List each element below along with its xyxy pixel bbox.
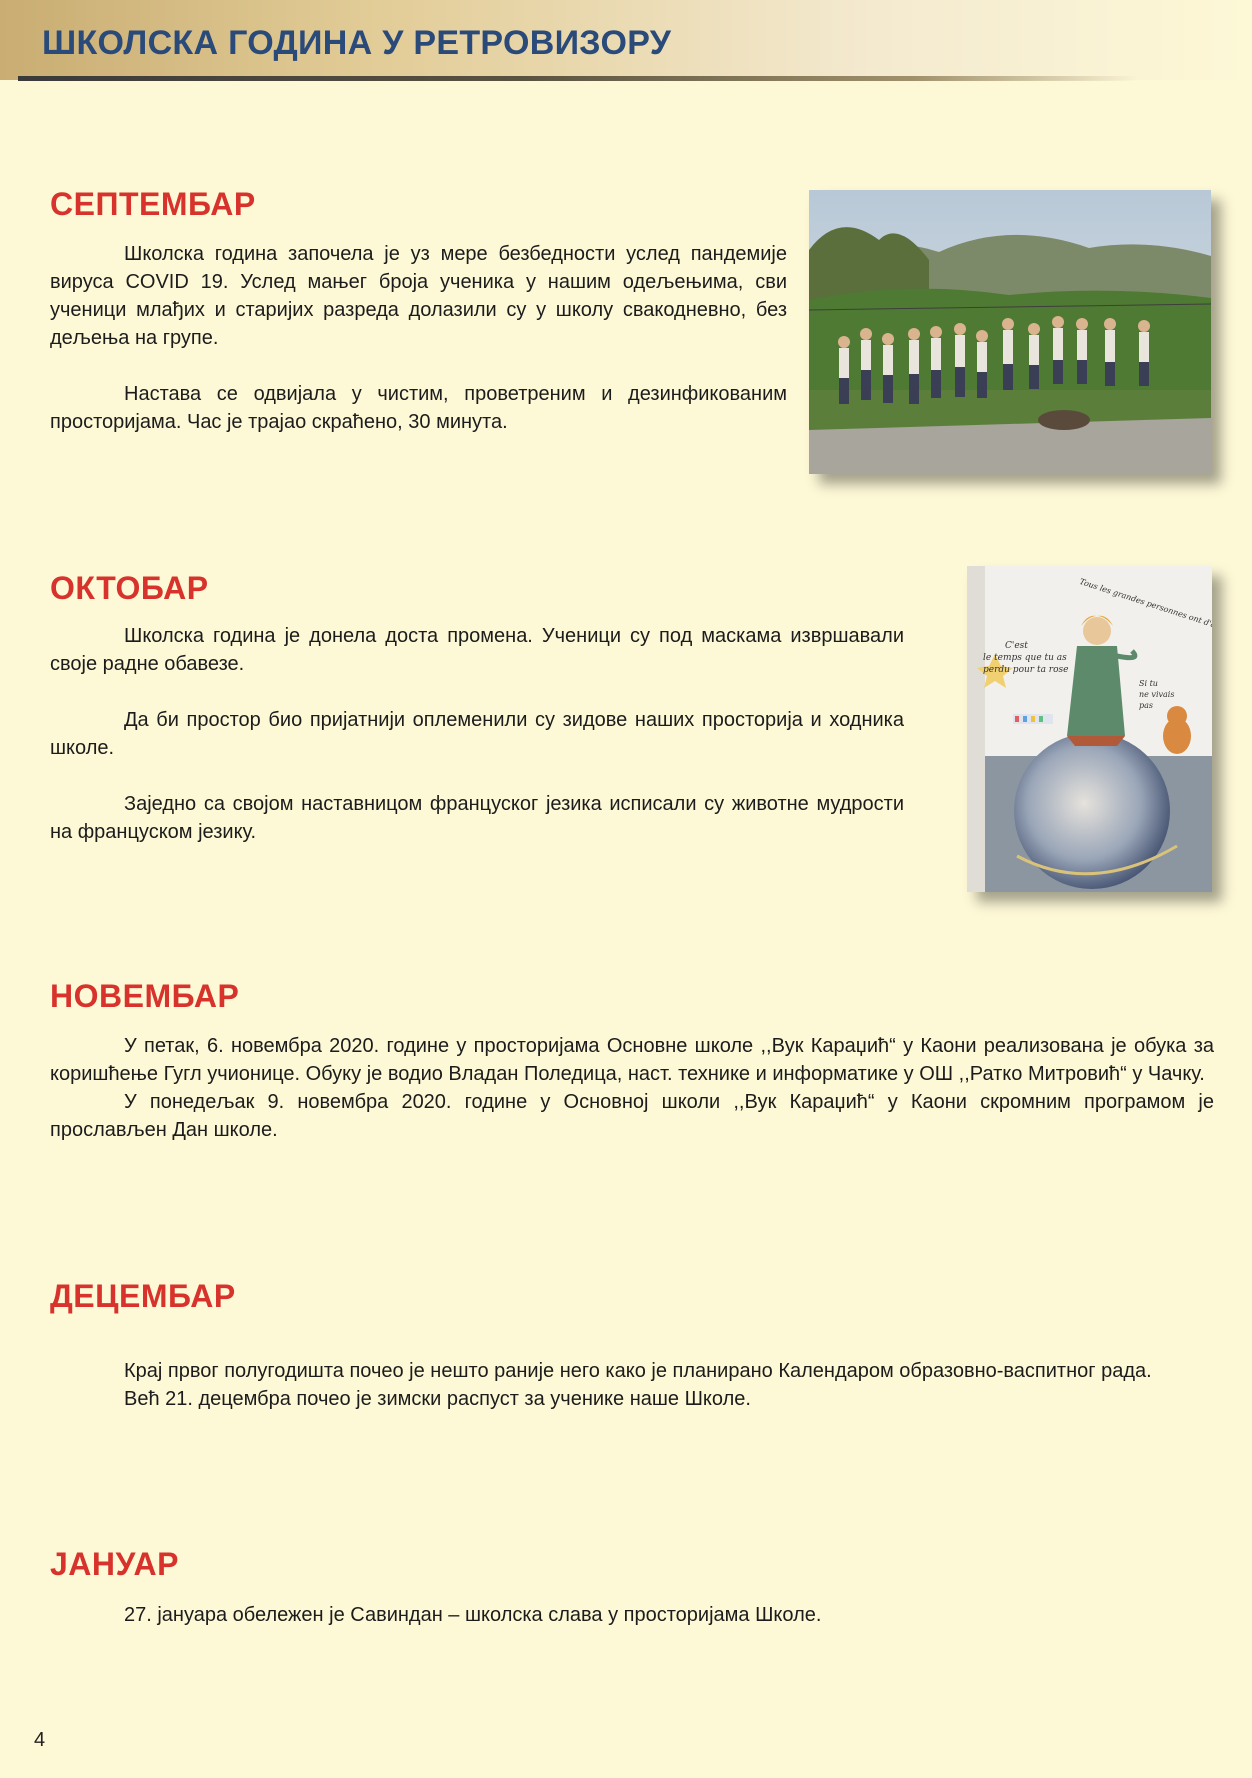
page-number: 4	[34, 1729, 46, 1751]
heading-december: ДЕЦЕМБАР	[50, 1278, 236, 1314]
mural-quote-right: Si tu ne vivais pas	[1139, 679, 1175, 710]
page-title: ШКОЛСКА ГОДИНА У РЕТРОВИЗОРУ	[42, 24, 672, 62]
header-rule	[18, 76, 1138, 81]
heading-january: ЈАНУАР	[50, 1546, 179, 1582]
photo-little-prince-mural	[967, 566, 1212, 892]
mural-image	[967, 566, 1212, 892]
mural-quote-left: C'est le temps que tu as perdu pour ta rose	[983, 641, 1069, 675]
paragraph: Школска година започела је уз мере безбедности услед пандемије вируса COVID 19. Услед мањег броја ученика у нашим одељењима, сви ученици млађих и старијих разреда долазили су у школу свакодневно, без дељења на групе.	[50, 243, 787, 349]
heading-october: ОКТОБАР	[50, 570, 209, 606]
page-header	[0, 0, 1252, 80]
text-october	[50, 622, 904, 846]
paragraph: Заједно са својом наставницом француског језика исписали су животне мудрости на француском језику.	[50, 793, 904, 843]
text-december	[50, 1357, 1214, 1413]
paragraph: Школска година је донела доста промена. Ученици су под маскама извршавали своје радне обавезе.	[50, 625, 904, 675]
photo-students-schoolyard	[809, 190, 1211, 474]
heading-november: НОВЕМБАР	[50, 978, 240, 1014]
heading-september: СЕПТЕМБАР	[50, 186, 256, 222]
paragraph: У петак, 6. новембра 2020. године у просторијама Основне школе ,,Вук Караџић“ у Каони реализована је обука за коришћење Гугл учионице. Обуку је водио Владан Поледица, наст. технике и информатике у ОШ ,,Ратко Митровић“ у Чачку.	[50, 1035, 1214, 1085]
schoolyard-image	[809, 190, 1211, 474]
text-november	[50, 1032, 1214, 1144]
text-september	[50, 240, 787, 436]
paragraph: Настава се одвијала у чистим, проветреним и дезинфикованим просторијама. Час је трајао скраћено, 30 минута.	[50, 383, 787, 433]
paragraph: Већ 21. децембра почео је зимски распуст за ученике наше Школе.	[124, 1388, 751, 1410]
paragraph: Да би простор био пријатнији оплеменили су зидове наших просторија и ходника школе.	[50, 709, 904, 759]
paragraph: У понедељак 9. новембра 2020. године у Основној школи ,,Вук Караџић“ у Каони скромним програмом је прослављен Дан школе.	[50, 1091, 1214, 1141]
paragraph: Крај првог полугодишта почео је нешто раније него како је планирано Календаром образовно-васпитног рада.	[124, 1360, 1152, 1382]
text-january	[50, 1601, 1214, 1629]
paragraph: 27. јануара обележен је Савиндан – школска слава у просторијама Школе.	[124, 1604, 822, 1626]
